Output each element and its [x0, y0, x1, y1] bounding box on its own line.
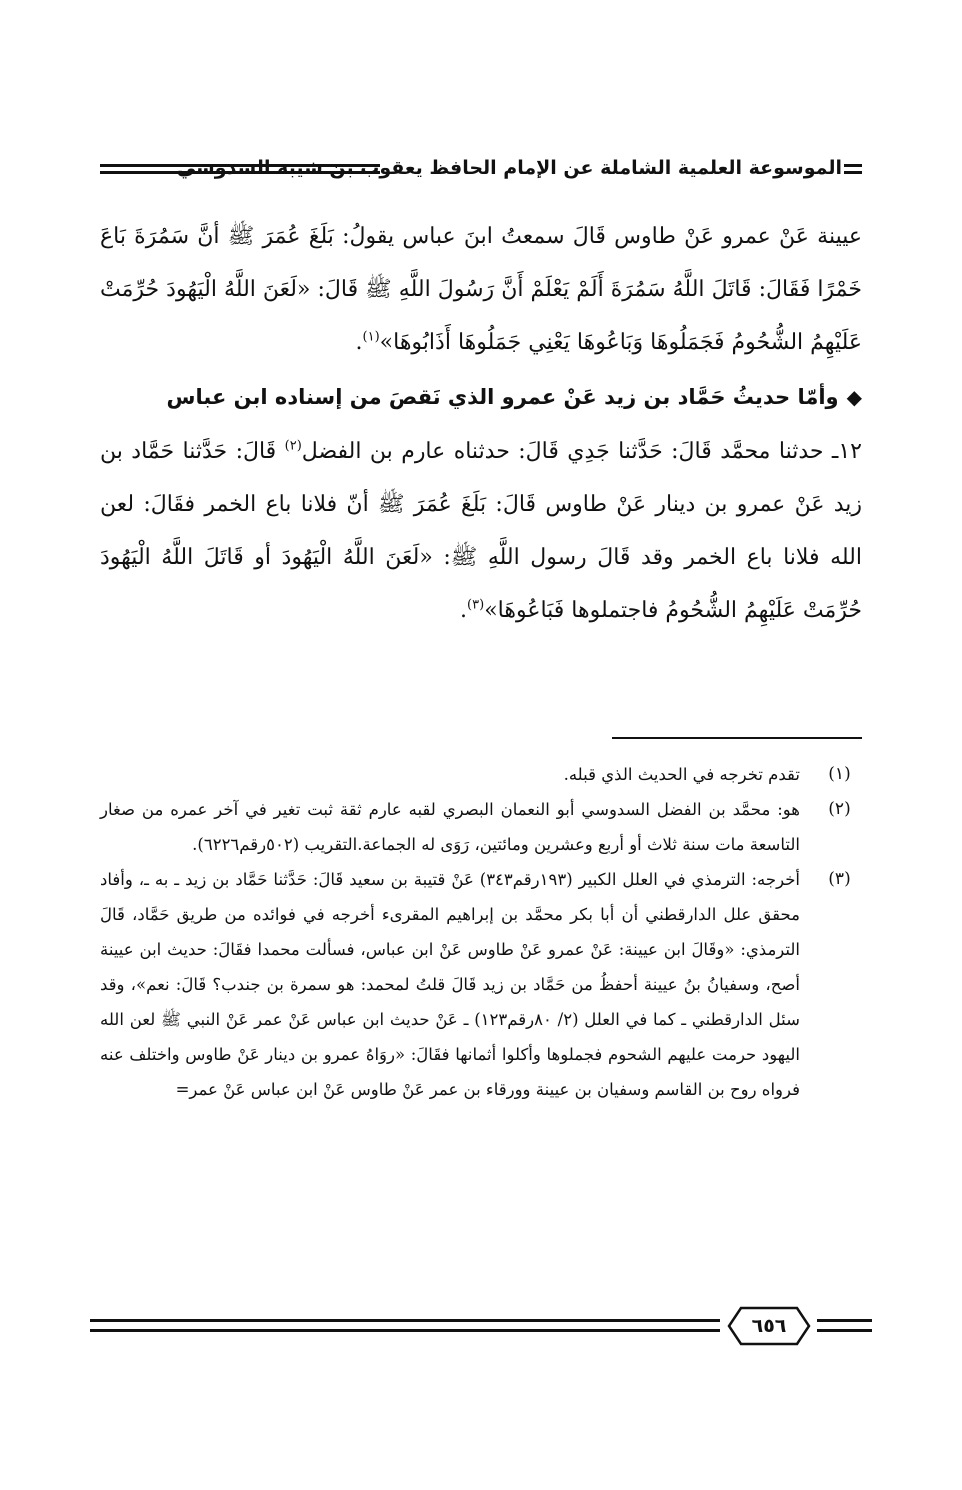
footnote-3: [100, 862, 862, 1107]
page-footer: [90, 1305, 872, 1357]
paragraph-2-end: .: [460, 598, 468, 623]
page-number: ٦٥٦: [751, 1315, 787, 1337]
footer-rule-right: [817, 1319, 872, 1332]
footnote-separator: [612, 737, 862, 739]
footnote-number: (٣): [828, 869, 851, 889]
header-rule-right: [844, 164, 862, 174]
paragraph-2-part2: قَالَ: حَدَّثنا حَمَّاد بن زيد عَنْ عمرو بن دينار عَنْ طاوس قَالَ: بَلَغَ عُمَرَ ﷺ أنّ فلانا باع الخمر فقَالَ: لعن الله فلانا باع الخمر وقد قَالَ رسول اللَّهِ ﷺ: «لَعَنَ اللَّهُ الْيَهُودَ أو قَاتَلَ اللَّهُ الْيَهُودَ حُرِّمَتْ عَلَيْهِمُ الشُّحُومُ فاجتملوها فَبَاعُوهَا»: [100, 439, 862, 623]
footnote-2: [100, 792, 862, 862]
running-header: [100, 150, 862, 190]
paragraph-1-end: .: [355, 330, 363, 355]
paragraph-2-part1: ١٢ـ حدثنا محمَّد قَالَ: حَدَّثنا جَدِي قَالَ: حدثناه عارم بن الفضل: [301, 439, 862, 464]
paragraph-1-text: عيينة عَنْ عمرو عَنْ طاوس قَالَ سمعتُ ابنَ عباس يقولُ: بَلَغَ عُمَرَ ﷺ أنَّ سَمُرَةَ بَاعَ خَمْرًا فَقَالَ: قَاتَلَ اللَّهُ سَمُرَةَ أَلَمْ يَعْلَمْ أَنَّ رَسُولَ اللَّهِ ﷺ قَالَ: «لَعَنَ اللَّهُ الْيَهُودَ حُرِّمَتْ عَلَيْهِمُ الشُّحُومُ فَجَمَلُوهَا وَبَاعُوهَا يَعْنِي جَمَلُوهَا أَذَابُوهَا»: [100, 224, 862, 355]
section-heading: [100, 369, 862, 425]
footnote-text: أخرجه: الترمذي في العلل الكبير (١٩٣رقم٣٤٣) عَنْ قتيبة بن سعيد قَالَ: حَدَّثنا حَمَّاد بن زيد ـ به ـ، وأفاد محقق علل الدارقطني أن أبا بكر محمَّد بن إبراهيم المقرىء أخرجه في فوائده من طريق حَمَّاد، قَالَ الترمذي: «وقَالَ ابن عيينة: عَنْ عمرو عَنْ طاوس عَنْ ابن عباس، فسألت محمدا فقَالَ: حديث ابن عيينة أصح، وسفيانُ بنُ عيينة أحفظُ من حَمَّاد بن زيد قَالَ قلتُ لمحمد: هو سمرة بن جندب؟ قَالَ: نعم»، وقد سئل الدارقطني ـ كما في العلل (٢/ ٨٠رقم١٢٣) ـ عَنْ حديث ابن عباس عَنْ عمر عَنْ النبي ﷺ لعن الله اليهود حرمت عليهم الشحوم فجملوها وأكلوا أثمانها فقَالَ: «روَاهُ عمرو بن دينار عَنْ طاوس واختلف عنه فرواه روح بن القاسم وسفيان بن عيينة وورقاء بن عمر عَنْ طاوس عَنْ ابن عباس عَنْ عمر=: [100, 870, 800, 1099]
footnote-1: [100, 757, 862, 792]
footnote-number: (٢): [828, 799, 851, 819]
paragraph-hadith-12: [100, 425, 862, 637]
diamond-bullet-icon: ◆: [846, 385, 862, 409]
footnotes: [100, 757, 862, 1107]
footnote-ref-2: (٢): [284, 438, 302, 454]
header-title: الموسوعة العلمية الشاملة عن الإمام الحافظ يعقوب بن شيبة السدوسي: [176, 157, 842, 179]
footnote-text: هو: محمَّد بن الفضل السدوسي أبو النعمان البصري لقبه عارم ثقة ثبت تغير في آخر عمره من صغار التاسعة مات سنة ثلاث أو أربع وعشرين ومائتين، رَوَى له الجماعة.التقريب (٥٠٢رقم٦٢٢٦).: [100, 800, 800, 854]
section-heading-text: وأمّا حديثُ حَمَّاد بن زيد عَنْ عمرو الذي نَقصَ من إسناده ابن عباس: [166, 385, 839, 409]
footnote-number: (١): [828, 764, 851, 784]
main-text: [100, 210, 862, 637]
page-number-badge: [727, 1305, 811, 1347]
footnote-ref-1: (١): [362, 329, 380, 345]
paragraph-hadith-continued: [100, 210, 862, 369]
footnote-text: تقدم تخرجه في الحديث الذي قبله.: [563, 765, 800, 784]
footnote-ref-3: (٣): [467, 597, 485, 613]
footer-rule-left: [90, 1319, 720, 1332]
